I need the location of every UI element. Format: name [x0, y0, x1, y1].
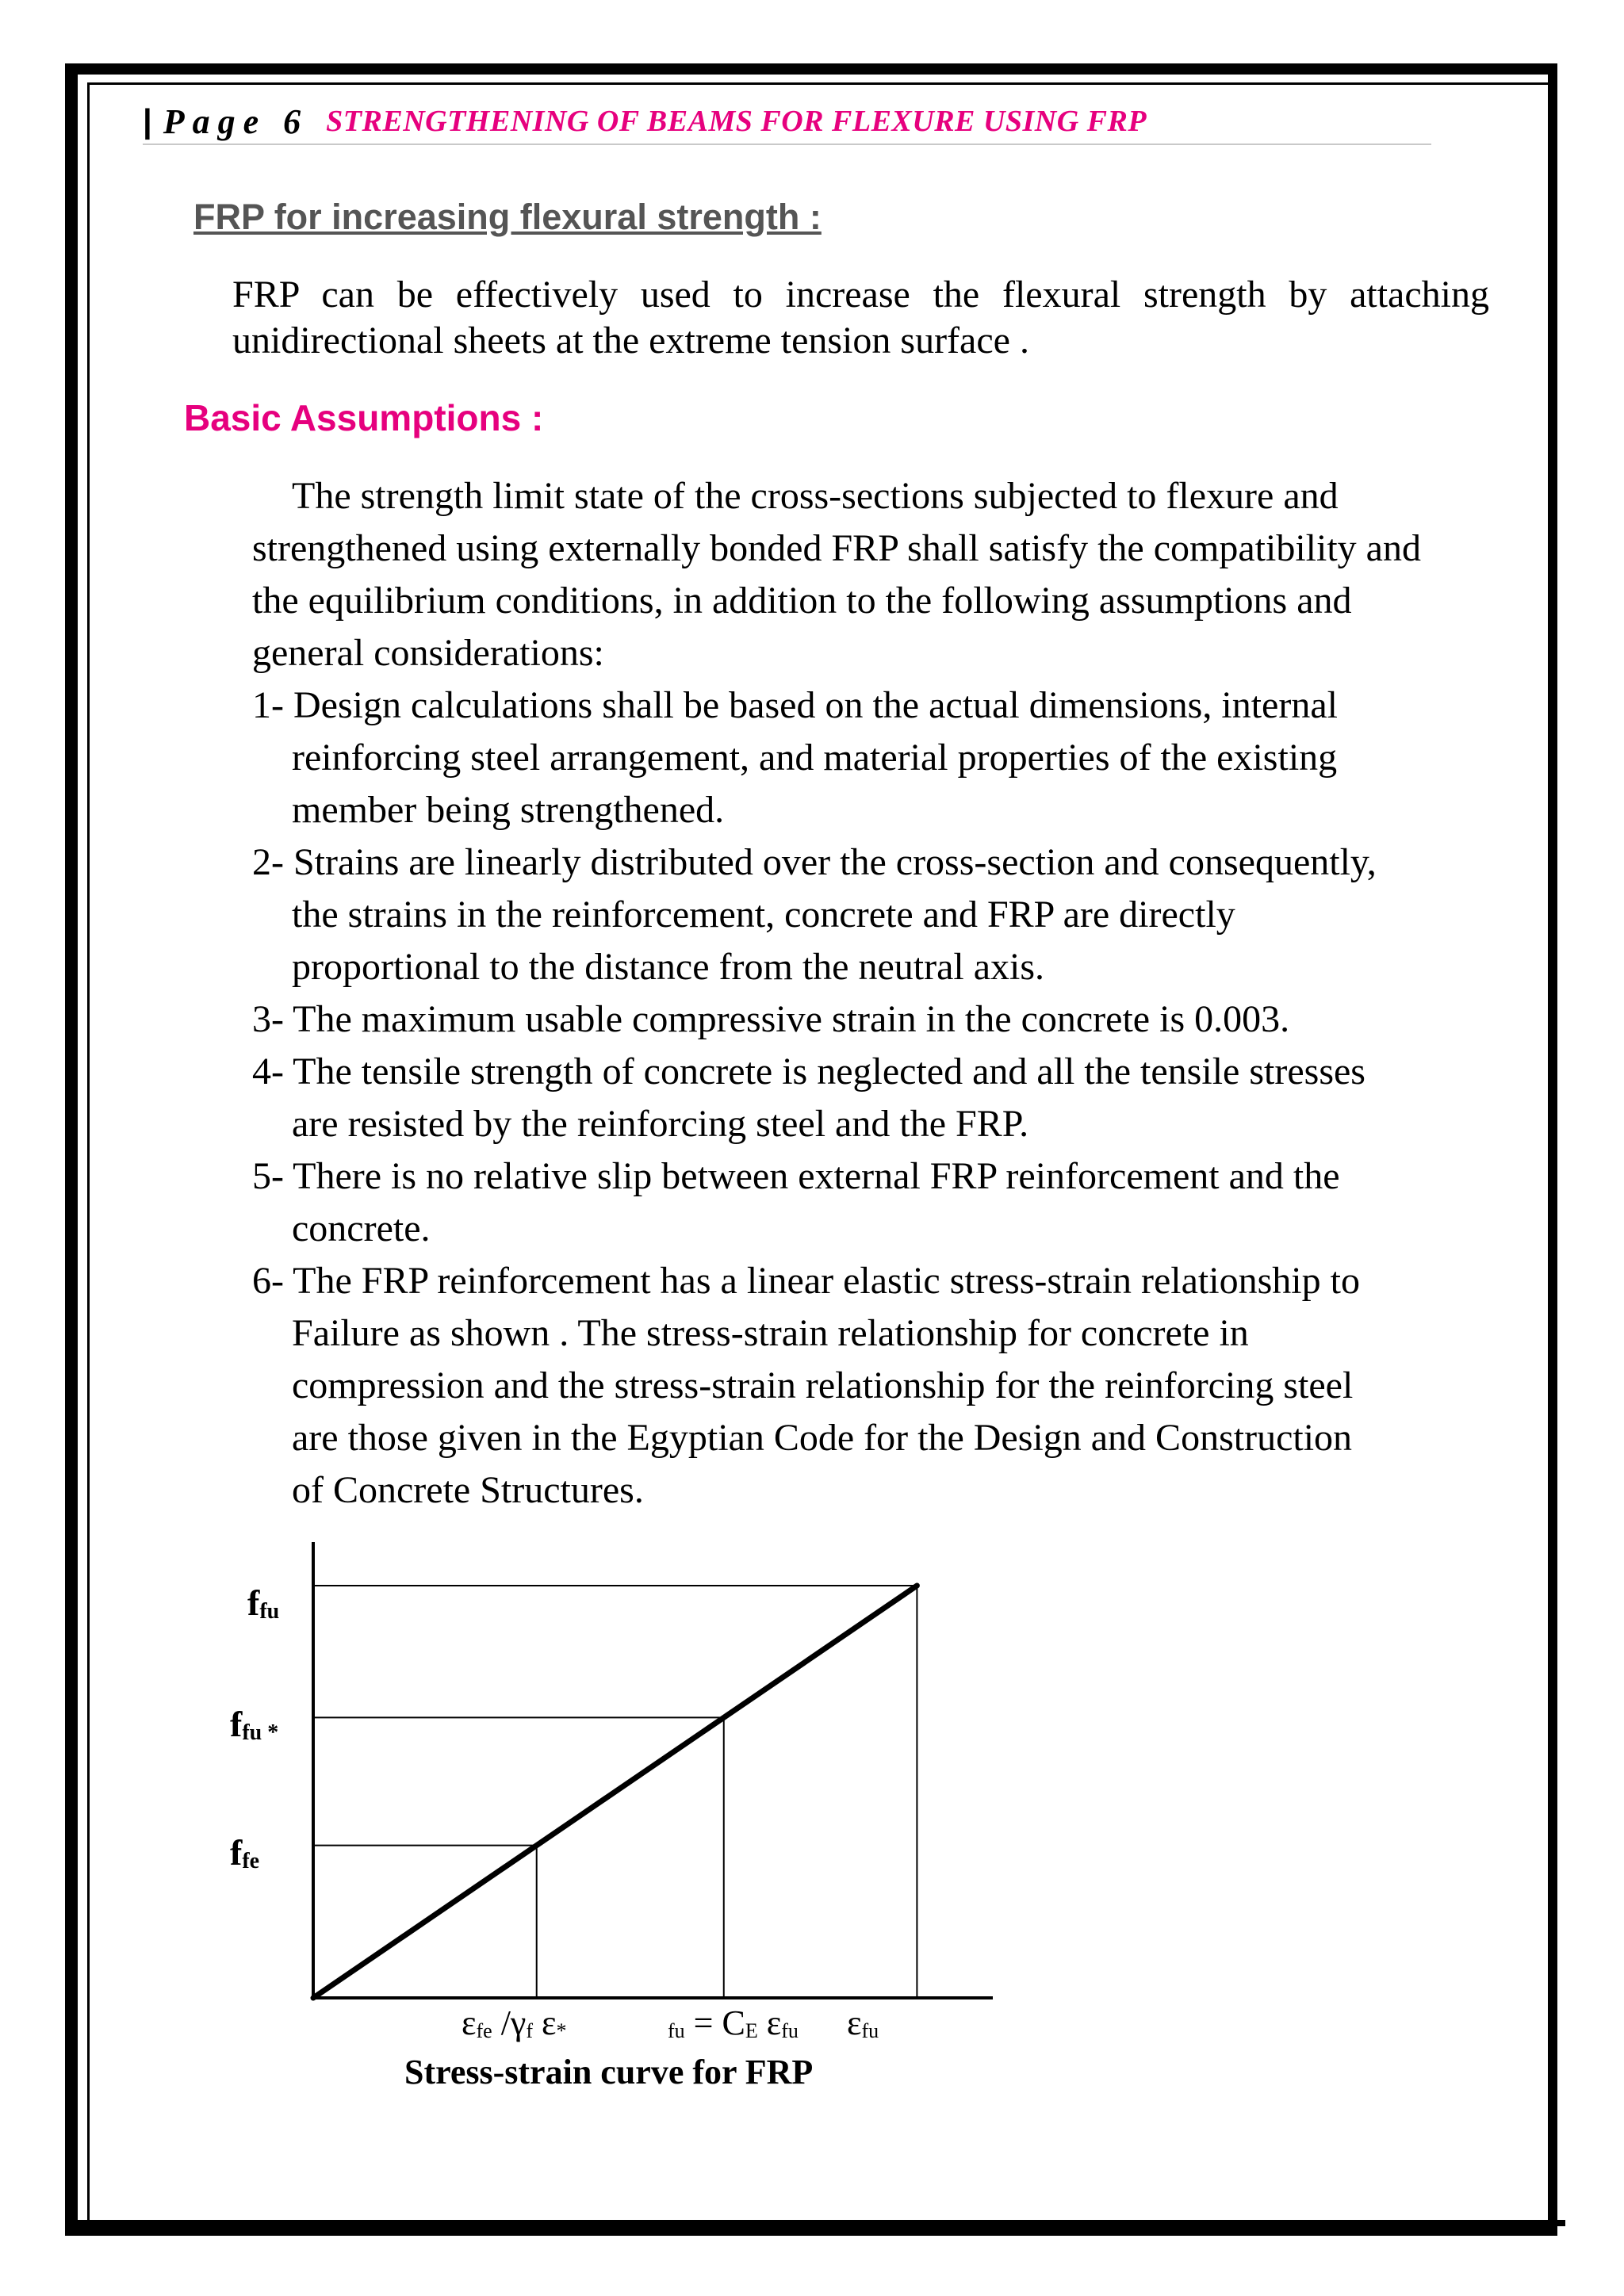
- text-line: Failure as shown . The stress-strain relationship for concrete in: [292, 1312, 1249, 1354]
- assumption-item-6: 6- The FRP reinforcement has a linear elastic stress-strain relationship to: [252, 1260, 1360, 1302]
- text-line: strengthened using externally bonded FRP shall satisfy the compatibility and: [252, 527, 1421, 569]
- page-header: [143, 99, 1431, 145]
- y-label-ffu-star: $f_{fu}$ $_*$: [230, 1704, 279, 1745]
- assumption-item-2: 2- Strains are linearly distributed over the cross-section and consequently,: [252, 841, 1377, 883]
- text-line: proportional to the distance from the neutral axis.: [292, 946, 1045, 988]
- section-heading-basic-assumptions: Basic Assumptions :: [184, 397, 544, 438]
- text-line: The strength limit state of the cross-sections subjected to flexure and: [292, 475, 1339, 517]
- header-title: STRENGTHENING OF BEAMS FOR FLEXURE USING FRP: [326, 105, 1147, 138]
- text-line: the strains in the reinforcement, concrete and FRP are directly: [292, 894, 1235, 936]
- header-bar: |: [143, 102, 152, 140]
- assumptions-body: [252, 470, 1553, 1517]
- x-label-efe: $\varepsilon_{fe}$ $/\gamma_f$ $\varepsilon_*$: [462, 2003, 567, 2042]
- text-line: member being strengthened.: [292, 789, 725, 831]
- text-line: general considerations:: [252, 632, 604, 674]
- assumption-item-3: 3- The maximum usable compressive strain in the concrete is 0.003.: [252, 998, 1290, 1040]
- text-line: compression and the stress-strain relationship for the reinforcing steel: [292, 1364, 1354, 1406]
- section-paragraph-frp: FRP can be effectively used to increase the flexural strength by attaching unidirectional sheets at the extreme tension surface .: [232, 274, 1489, 362]
- assumption-item-1: 1- Design calculations shall be based on the actual dimensions, internal: [252, 684, 1338, 726]
- text-line: of Concrete Structures.: [292, 1469, 644, 1511]
- chart-caption: Stress-strain curve for FRP: [404, 2053, 814, 2091]
- section-heading-frp: FRP for increasing flexural strength :: [193, 197, 822, 237]
- y-label-ffe: $f_{fe}$: [230, 1832, 260, 1873]
- stress-strain-line: [313, 1586, 917, 1998]
- text-line: reinforcing steel arrangement, and material properties of the existing: [292, 737, 1338, 779]
- text-line: are resisted by the reinforcing steel and the FRP.: [292, 1103, 1029, 1145]
- stress-strain-chart: [214, 1534, 1007, 2026]
- assumption-item-5: 5- There is no relative slip between external FRP reinforcement and the: [252, 1155, 1340, 1197]
- y-label-ffu: $f_{fu}$: [247, 1582, 280, 1624]
- text-line: concrete.: [292, 1207, 431, 1249]
- page-number: Page 6: [163, 101, 309, 141]
- text-line: are those given in the Egyptian Code for the Design and Construction: [292, 1417, 1353, 1459]
- assumption-item-4: 4- The tensile strength of concrete is neglected and all the tensile stresses: [252, 1050, 1365, 1093]
- x-label-efu: $\varepsilon_{fu}$: [847, 2003, 879, 2042]
- x-label-efu-star: $_{fu} = C_E$ $\varepsilon_{fu}$: [668, 2003, 799, 2042]
- page-border-shadow-bottom: [75, 2220, 1565, 2226]
- text-line: the equilibrium conditions, in addition to the following assumptions and: [252, 580, 1352, 622]
